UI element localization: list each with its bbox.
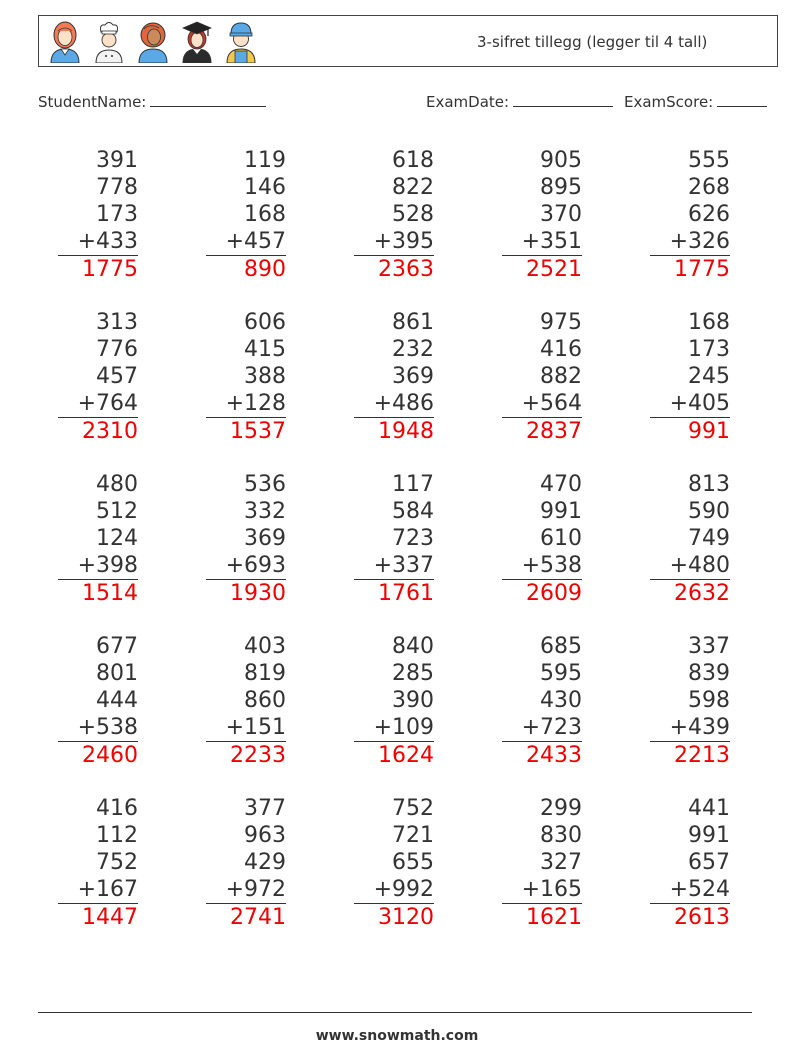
addition-problem	[58, 471, 138, 607]
addend: 403	[244, 634, 286, 659]
answer: 2233	[230, 743, 286, 768]
addend: 991	[540, 499, 582, 524]
addend-with-plus: +524	[650, 876, 730, 904]
addition-problem	[206, 471, 286, 607]
addend: 606	[244, 310, 286, 335]
addend: 119	[244, 148, 286, 173]
answer: 2213	[674, 743, 730, 768]
answer: 2613	[674, 905, 730, 930]
addend: 813	[688, 472, 730, 497]
addend: 882	[540, 364, 582, 389]
student-name-label: StudentName:	[38, 93, 147, 111]
addend: 590	[688, 499, 730, 524]
answer: 1514	[82, 581, 138, 606]
addition-problem	[206, 147, 286, 283]
addend-with-plus: +457	[206, 228, 286, 256]
addend: 391	[96, 148, 138, 173]
addend: 168	[244, 202, 286, 227]
addend: 429	[244, 850, 286, 875]
addend: 657	[688, 850, 730, 875]
addend: 528	[392, 202, 434, 227]
addend: 313	[96, 310, 138, 335]
addend-with-plus: +398	[58, 552, 138, 580]
addend: 441	[688, 796, 730, 821]
addend-with-plus: +486	[354, 390, 434, 418]
addend: 963	[244, 823, 286, 848]
exam-date-field	[426, 92, 613, 111]
addend: 377	[244, 796, 286, 821]
addend: 285	[392, 661, 434, 686]
addend: 595	[540, 661, 582, 686]
addition-problem	[650, 471, 730, 607]
answer: 2433	[526, 743, 582, 768]
answer: 1775	[82, 257, 138, 282]
addition-problem	[206, 795, 286, 931]
addend: 840	[392, 634, 434, 659]
addend: 245	[688, 364, 730, 389]
addend: 173	[688, 337, 730, 362]
addition-problem	[206, 309, 286, 445]
addend-with-plus: +405	[650, 390, 730, 418]
answer: 890	[244, 257, 286, 282]
avatar-row	[47, 19, 259, 63]
addend: 388	[244, 364, 286, 389]
addend: 173	[96, 202, 138, 227]
addend: 327	[540, 850, 582, 875]
addend-with-plus: +351	[502, 228, 582, 256]
addend: 337	[688, 634, 730, 659]
answer: 2460	[82, 743, 138, 768]
addend: 299	[540, 796, 582, 821]
student-name-field	[38, 92, 266, 111]
addition-problem	[206, 633, 286, 769]
addend-with-plus: +439	[650, 714, 730, 742]
addition-problem	[502, 633, 582, 769]
addend: 470	[540, 472, 582, 497]
addend: 416	[540, 337, 582, 362]
addend: 655	[392, 850, 434, 875]
answer: 2310	[82, 419, 138, 444]
addend: 905	[540, 148, 582, 173]
addition-problem	[354, 147, 434, 283]
addition-problem	[354, 309, 434, 445]
addend-with-plus: +128	[206, 390, 286, 418]
worker-helmet-icon	[223, 19, 259, 63]
addition-problem	[650, 309, 730, 445]
addition-problem	[650, 633, 730, 769]
answer: 2632	[674, 581, 730, 606]
exam-score-label: ExamScore:	[624, 93, 714, 111]
exam-date-blank[interactable]	[513, 92, 613, 107]
addend: 444	[96, 688, 138, 713]
addend: 752	[96, 850, 138, 875]
answer: 991	[688, 419, 730, 444]
addition-problem	[58, 309, 138, 445]
answer: 1447	[82, 905, 138, 930]
answer: 2609	[526, 581, 582, 606]
addend: 822	[392, 175, 434, 200]
addend: 146	[244, 175, 286, 200]
addend: 457	[96, 364, 138, 389]
addend: 677	[96, 634, 138, 659]
addend-with-plus: +992	[354, 876, 434, 904]
addend: 626	[688, 202, 730, 227]
addition-problem	[502, 147, 582, 283]
addend: 895	[540, 175, 582, 200]
addend-with-plus: +433	[58, 228, 138, 256]
addend: 778	[96, 175, 138, 200]
addend-with-plus: +151	[206, 714, 286, 742]
addend: 618	[392, 148, 434, 173]
worksheet-title: 3-sifret tillegg (legger til 4 tall)	[477, 33, 708, 51]
addend: 752	[392, 796, 434, 821]
addition-problem	[58, 147, 138, 283]
addend-with-plus: +538	[502, 552, 582, 580]
addend: 610	[540, 526, 582, 551]
answer: 1775	[674, 257, 730, 282]
answer: 1761	[378, 581, 434, 606]
addend: 112	[96, 823, 138, 848]
addend: 685	[540, 634, 582, 659]
addend-with-plus: +972	[206, 876, 286, 904]
answer: 3120	[378, 905, 434, 930]
addend-with-plus: +395	[354, 228, 434, 256]
addend-with-plus: +538	[58, 714, 138, 742]
answer: 1948	[378, 419, 434, 444]
graduate-icon	[179, 19, 215, 63]
addition-problem	[354, 633, 434, 769]
answer: 1624	[378, 743, 434, 768]
addend: 991	[688, 823, 730, 848]
woman-red-hair-icon	[47, 19, 83, 63]
student-name-blank[interactable]	[150, 92, 266, 107]
exam-date-label: ExamDate:	[426, 93, 510, 111]
footer-divider	[38, 1012, 752, 1013]
addend: 124	[96, 526, 138, 551]
addend: 480	[96, 472, 138, 497]
addend: 721	[392, 823, 434, 848]
answer: 2741	[230, 905, 286, 930]
addend-with-plus: +109	[354, 714, 434, 742]
answer: 1930	[230, 581, 286, 606]
addend: 749	[688, 526, 730, 551]
addition-problem	[650, 795, 730, 931]
addend: 723	[392, 526, 434, 551]
answer: 2363	[378, 257, 434, 282]
addition-problem	[58, 795, 138, 931]
addend: 860	[244, 688, 286, 713]
addend: 839	[688, 661, 730, 686]
footer-site: www.snowmath.com	[315, 1028, 479, 1044]
addition-problem	[354, 795, 434, 931]
addend: 232	[392, 337, 434, 362]
addend: 430	[540, 688, 582, 713]
addend: 168	[688, 310, 730, 335]
addend: 584	[392, 499, 434, 524]
addend-with-plus: +337	[354, 552, 434, 580]
addend-with-plus: +693	[206, 552, 286, 580]
addition-problem	[354, 471, 434, 607]
addend: 415	[244, 337, 286, 362]
worksheet-header	[38, 15, 778, 67]
addition-problem	[502, 795, 582, 931]
addend: 268	[688, 175, 730, 200]
addend-with-plus: +480	[650, 552, 730, 580]
addend-with-plus: +167	[58, 876, 138, 904]
woman-curly-hair-icon	[135, 19, 171, 63]
exam-score-blank[interactable]	[717, 92, 767, 107]
addend: 861	[392, 310, 434, 335]
addend: 830	[540, 823, 582, 848]
addend: 819	[244, 661, 286, 686]
addend: 390	[392, 688, 434, 713]
exam-score-field	[624, 92, 767, 111]
addend-with-plus: +564	[502, 390, 582, 418]
addend-with-plus: +764	[58, 390, 138, 418]
addend: 555	[688, 148, 730, 173]
addend: 801	[96, 661, 138, 686]
addend: 332	[244, 499, 286, 524]
addition-problem	[58, 633, 138, 769]
addend-with-plus: +165	[502, 876, 582, 904]
addend: 370	[540, 202, 582, 227]
answer: 1621	[526, 905, 582, 930]
addend: 512	[96, 499, 138, 524]
answer: 2837	[526, 419, 582, 444]
addition-problem	[650, 147, 730, 283]
chef-icon	[91, 19, 127, 63]
addend: 975	[540, 310, 582, 335]
addend-with-plus: +326	[650, 228, 730, 256]
addend: 536	[244, 472, 286, 497]
addend: 117	[392, 472, 434, 497]
addend: 369	[244, 526, 286, 551]
addend-with-plus: +723	[502, 714, 582, 742]
addend: 776	[96, 337, 138, 362]
answer: 1537	[230, 419, 286, 444]
addend: 416	[96, 796, 138, 821]
answer: 2521	[526, 257, 582, 282]
addition-problem	[502, 471, 582, 607]
addend: 598	[688, 688, 730, 713]
addition-problem	[502, 309, 582, 445]
addend: 369	[392, 364, 434, 389]
